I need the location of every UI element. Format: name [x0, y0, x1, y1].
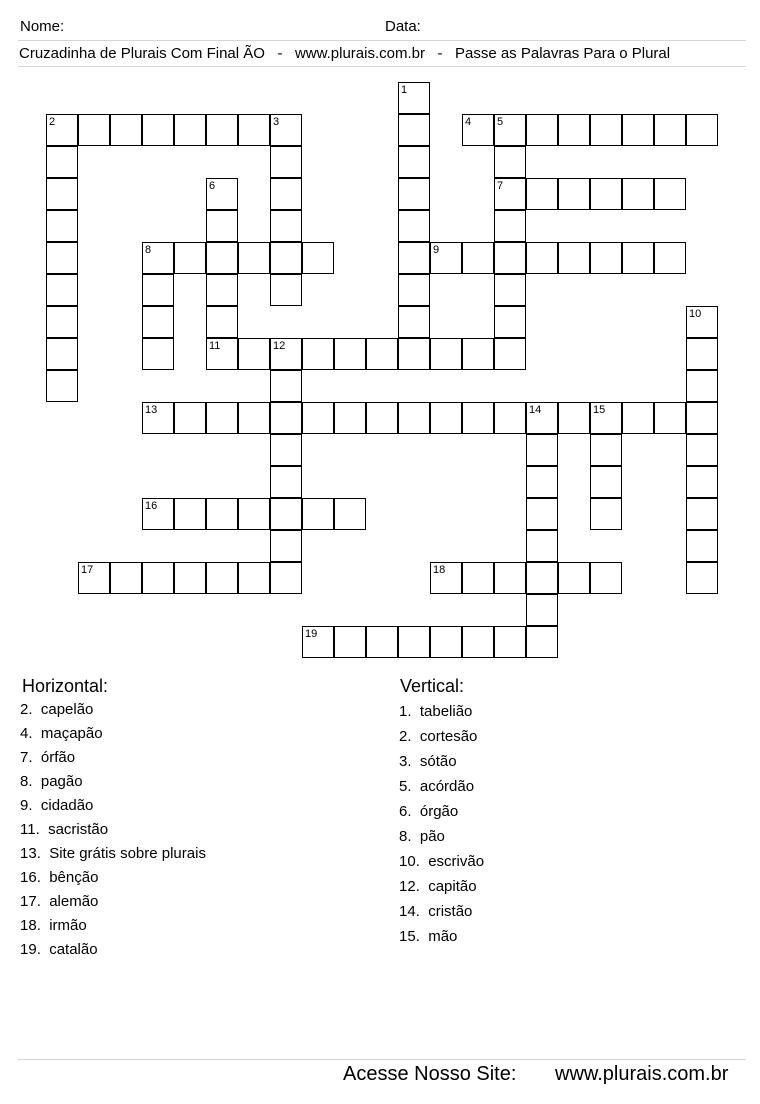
clue-across-16: 16. bênção — [20, 869, 99, 886]
crossword-cell[interactable] — [526, 434, 558, 466]
crossword-cell[interactable] — [462, 562, 494, 594]
clue-number: 18 — [433, 564, 446, 576]
crossword-cell[interactable] — [462, 114, 494, 146]
crossword-cell[interactable] — [142, 498, 174, 530]
crossword-cell[interactable] — [526, 114, 558, 146]
crossword-cell[interactable] — [334, 338, 366, 370]
crossword-cell[interactable] — [270, 370, 302, 402]
crossword-cell[interactable] — [142, 306, 174, 338]
crossword-cell[interactable] — [494, 626, 526, 658]
clue-down-8: 8. pão — [399, 828, 445, 845]
crossword-cell[interactable] — [398, 146, 430, 178]
crossword-cell[interactable] — [238, 114, 270, 146]
crossword-cell[interactable] — [206, 338, 238, 370]
crossword-cell[interactable] — [46, 306, 78, 338]
clue-across-13: 13. Site grátis sobre plurais — [20, 845, 206, 862]
crossword-cell[interactable] — [174, 242, 206, 274]
crossword-cell[interactable] — [238, 402, 270, 434]
crossword-cell[interactable] — [270, 114, 302, 146]
across-clue-list — [20, 698, 206, 962]
crossword-cell[interactable] — [430, 338, 462, 370]
crossword-cell[interactable] — [590, 498, 622, 530]
clue-down-12: 12. capitão — [399, 878, 477, 895]
crossword-cell[interactable] — [270, 434, 302, 466]
clue-across-17: 17. alemão — [20, 893, 99, 910]
crossword-cell[interactable] — [174, 402, 206, 434]
clue-down-6: 6. órgão — [399, 803, 459, 820]
clue-down-15: 15. mão — [399, 928, 458, 945]
crossword-cell[interactable] — [526, 562, 558, 594]
crossword-cell[interactable] — [526, 530, 558, 562]
down-clue-list — [399, 699, 484, 949]
clue-down-10: 10. escrivão — [399, 853, 485, 870]
crossword-cell[interactable] — [270, 178, 302, 210]
crossword-cell[interactable] — [430, 242, 462, 274]
clue-down-2: 2. cortesão — [399, 728, 478, 745]
crossword-cell[interactable] — [46, 146, 78, 178]
crossword-cell[interactable] — [494, 114, 526, 146]
crossword-cell[interactable] — [270, 498, 302, 530]
crossword-cell[interactable] — [526, 402, 558, 434]
clue-across-9: 9. cidadão — [20, 797, 94, 814]
crossword-cell[interactable] — [526, 466, 558, 498]
crossword-cell[interactable] — [622, 114, 654, 146]
crossword-cell[interactable] — [302, 242, 334, 274]
crossword-cell[interactable] — [462, 338, 494, 370]
crossword-cell[interactable] — [206, 210, 238, 242]
crossword-cell[interactable] — [398, 306, 430, 338]
footer-label: Acesse Nosso Site: — [343, 1063, 517, 1085]
crossword-cell[interactable] — [46, 242, 78, 274]
crossword-cell[interactable] — [174, 562, 206, 594]
crossword-cell[interactable] — [206, 242, 238, 274]
crossword-cell[interactable] — [494, 146, 526, 178]
clue-number: 13 — [145, 404, 158, 416]
crossword-cell[interactable] — [590, 114, 622, 146]
crossword-cell[interactable] — [398, 114, 430, 146]
clue-number: 14 — [529, 404, 542, 416]
crossword-cell[interactable] — [622, 178, 654, 210]
crossword-cell[interactable] — [686, 498, 718, 530]
crossword-cell[interactable] — [590, 402, 622, 434]
crossword-cell[interactable] — [270, 562, 302, 594]
crossword-cell[interactable] — [206, 306, 238, 338]
crossword-cell[interactable] — [430, 402, 462, 434]
crossword-cell[interactable] — [622, 242, 654, 274]
crossword-cell[interactable] — [526, 626, 558, 658]
footer-divider — [18, 1059, 746, 1060]
clue-number: 5 — [497, 116, 504, 128]
crossword-cell[interactable] — [590, 434, 622, 466]
crossword-cell[interactable] — [78, 114, 110, 146]
crossword-cell[interactable] — [686, 562, 718, 594]
crossword-cell[interactable] — [142, 242, 174, 274]
clue-across-19: 19. catalão — [20, 941, 98, 958]
clue-down-3: 3. sótão — [399, 753, 457, 770]
crossword-cell[interactable] — [494, 178, 526, 210]
clue-across-11: 11. sacristão — [20, 821, 109, 838]
crossword-cell[interactable] — [686, 338, 718, 370]
crossword-cell[interactable] — [462, 242, 494, 274]
crossword-cell[interactable] — [654, 402, 686, 434]
crossword-cell[interactable] — [398, 210, 430, 242]
footer-url-link[interactable]: www.plurais.com.br — [555, 1063, 729, 1085]
crossword-cell[interactable] — [270, 338, 302, 370]
down-title: Vertical: — [400, 676, 465, 696]
crossword-cell[interactable] — [142, 402, 174, 434]
crossword-cell[interactable] — [206, 402, 238, 434]
crossword-cell[interactable] — [302, 626, 334, 658]
name-label: Nome: — [20, 18, 65, 35]
date-label: Data: — [385, 18, 421, 35]
clue-number: 3 — [273, 116, 280, 128]
crossword-cell[interactable] — [206, 274, 238, 306]
crossword-cell[interactable] — [174, 498, 206, 530]
crossword-cell[interactable] — [142, 114, 174, 146]
clue-across-7: 7. órfão — [20, 749, 76, 766]
crossword-cell[interactable] — [398, 274, 430, 306]
crossword-cell[interactable] — [238, 562, 270, 594]
crossword-cell[interactable] — [494, 402, 526, 434]
crossword-cell[interactable] — [654, 242, 686, 274]
clue-down-5: 5. acórdão — [399, 778, 475, 795]
crossword-cell[interactable] — [494, 338, 526, 370]
crossword-cell[interactable] — [270, 402, 302, 434]
crossword-cell[interactable] — [398, 178, 430, 210]
crossword-cell[interactable] — [622, 402, 654, 434]
crossword-cell[interactable] — [110, 114, 142, 146]
crossword-cell[interactable] — [238, 242, 270, 274]
clue-number: 9 — [433, 244, 440, 256]
clue-across-18: 18. irmão — [20, 917, 87, 934]
clue-number: 11 — [209, 340, 221, 352]
clue-number: 19 — [305, 628, 318, 640]
crossword-cell[interactable] — [398, 626, 430, 658]
clue-down-14: 14. cristão — [399, 903, 473, 920]
crossword-cell[interactable] — [558, 114, 590, 146]
crossword-cell[interactable] — [686, 434, 718, 466]
crossword-cell[interactable] — [494, 210, 526, 242]
clue-across-4: 4. maçapão — [20, 725, 103, 742]
clue-number: 2 — [49, 116, 56, 128]
crossword-cell[interactable] — [270, 530, 302, 562]
crossword-cell[interactable] — [206, 114, 238, 146]
crossword-cell[interactable] — [110, 562, 142, 594]
crossword-cell[interactable] — [558, 242, 590, 274]
crossword-cell[interactable] — [142, 274, 174, 306]
crossword-cell[interactable] — [270, 274, 302, 306]
crossword-cell[interactable] — [462, 402, 494, 434]
crossword-cell[interactable] — [46, 338, 78, 370]
crossword-cell[interactable] — [206, 178, 238, 210]
worksheet-subtitle: Cruzadinha de Plurais Com Final ÃO - www.plurais.com.br - Passe as Palavras Para o Plural — [19, 45, 671, 62]
crossword-cell[interactable] — [302, 402, 334, 434]
crossword-cell[interactable] — [142, 562, 174, 594]
clue-number: 16 — [145, 500, 158, 512]
crossword-cell[interactable] — [686, 114, 718, 146]
crossword-cell[interactable] — [654, 178, 686, 210]
crossword-cell[interactable] — [558, 178, 590, 210]
crossword-cell[interactable] — [366, 338, 398, 370]
crossword-cell[interactable] — [302, 498, 334, 530]
clue-number: 8 — [145, 244, 152, 256]
crossword-cell[interactable] — [270, 146, 302, 178]
crossword-cell[interactable] — [526, 594, 558, 626]
crossword-cell[interactable] — [206, 498, 238, 530]
clue-across-2: 2. capelão — [20, 701, 94, 718]
crossword-cell[interactable] — [174, 114, 206, 146]
across-title: Horizontal: — [22, 676, 109, 696]
clue-number: 10 — [689, 308, 702, 320]
crossword-cell[interactable] — [494, 242, 526, 274]
crossword-cell[interactable] — [398, 402, 430, 434]
clue-number: 6 — [209, 180, 216, 192]
crossword-cell[interactable] — [558, 402, 590, 434]
crossword-cell[interactable] — [398, 82, 430, 114]
clue-across-8: 8. pagão — [20, 773, 83, 790]
crossword-cell[interactable] — [334, 626, 366, 658]
crossword-cell[interactable] — [590, 562, 622, 594]
clue-down-1: 1. tabelião — [399, 703, 473, 720]
crossword-cell[interactable] — [398, 242, 430, 274]
clue-number: 17 — [81, 564, 94, 576]
crossword-cell[interactable] — [46, 114, 78, 146]
crossword-cell[interactable] — [686, 530, 718, 562]
crossword-cell[interactable] — [366, 402, 398, 434]
crossword-cell[interactable] — [334, 498, 366, 530]
crossword-cell[interactable] — [494, 562, 526, 594]
crossword-cell[interactable] — [270, 210, 302, 242]
crossword-cell[interactable] — [78, 562, 110, 594]
crossword-cell[interactable] — [302, 338, 334, 370]
crossword-cell[interactable] — [142, 338, 174, 370]
crossword-cell[interactable] — [494, 274, 526, 306]
crossword-cell[interactable] — [686, 306, 718, 338]
crossword-cell[interactable] — [430, 626, 462, 658]
crossword-cell[interactable] — [526, 178, 558, 210]
crossword-cell[interactable] — [558, 562, 590, 594]
clue-number: 7 — [497, 180, 504, 192]
crossword-cell[interactable] — [590, 178, 622, 210]
crossword-cell[interactable] — [686, 370, 718, 402]
crossword-cell[interactable] — [590, 466, 622, 498]
clue-number: 1 — [401, 84, 408, 96]
clue-number: 12 — [273, 340, 286, 352]
crossword-cell[interactable] — [398, 338, 430, 370]
crossword-cell[interactable] — [46, 274, 78, 306]
crossword-cell[interactable] — [590, 242, 622, 274]
crossword-cell[interactable] — [46, 178, 78, 210]
crossword-cell[interactable] — [366, 626, 398, 658]
crossword-cell[interactable] — [270, 242, 302, 274]
clue-number: 4 — [465, 116, 472, 128]
crossword-cell[interactable] — [686, 402, 718, 434]
crossword-cell[interactable] — [526, 498, 558, 530]
crossword-cell[interactable] — [46, 210, 78, 242]
crossword-cell[interactable] — [430, 562, 462, 594]
crossword-cell[interactable] — [238, 498, 270, 530]
crossword-cell[interactable] — [206, 562, 238, 594]
clue-number: 15 — [593, 404, 606, 416]
crossword-cell[interactable] — [46, 370, 78, 402]
crossword-cell[interactable] — [494, 306, 526, 338]
crossword-cell[interactable] — [526, 242, 558, 274]
crossword-cell[interactable] — [462, 626, 494, 658]
crossword-cell[interactable] — [270, 466, 302, 498]
crossword-cell[interactable] — [686, 466, 718, 498]
crossword-cell[interactable] — [334, 402, 366, 434]
crossword-cell[interactable] — [654, 114, 686, 146]
crossword-cell[interactable] — [238, 338, 270, 370]
